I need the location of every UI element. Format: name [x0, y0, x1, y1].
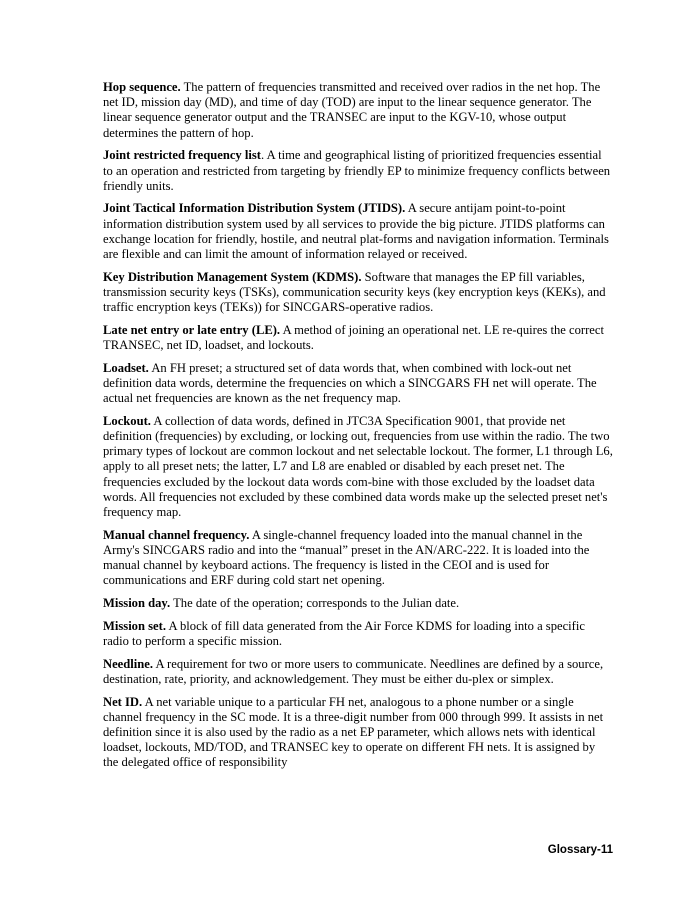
glossary-entry [103, 270, 613, 316]
glossary-definition: Software that manages the EP fill variables, transmission security keys (TSKs), communication security keys (key encryption keys (KEKs), and traffic encryption keys (TEKs)) for SINCGARS-operative radios. [103, 269, 606, 315]
glossary-entry [103, 657, 613, 687]
glossary-term: Key Distribution Management System (KDMS). [103, 269, 362, 284]
glossary-entry [103, 361, 613, 407]
glossary-term: Joint restricted frequency list [103, 148, 261, 163]
glossary-definition: A net variable unique to a particular FH net, analogous to a phone number or a single channel frequency in the SC mode. It is a three-digit number from 000 through 999. It assists in net definition since it is also used by the radio as a net EP parameter, which allows nets with identical loadset, lockouts, MD/TOD, and TRANSEC key to operate on different FH nets. It is assigned by the delegated office of responsibility [103, 694, 604, 770]
glossary-term: Needline. [103, 656, 154, 671]
glossary-term: Net ID. [103, 694, 143, 709]
glossary-entry [103, 201, 613, 262]
glossary-entry [103, 414, 613, 520]
page-number: Glossary-11 [547, 844, 613, 856]
glossary-term: Loadset. [103, 360, 149, 375]
glossary-definition: A method of joining an operational net. LE re-quires the correct TRANSEC, net ID, loadset, and lockouts. [103, 322, 604, 353]
glossary-definition: The pattern of frequencies transmitted and received over radios in the net hop. The net ID, mission day (MD), and time of day (TOD) are input to the linear sequence generator. The linear sequence generator output and the TRANSEC are input to the KGV-10, whose output determines the pattern of hop. [103, 80, 601, 140]
glossary-definition: A single-channel frequency loaded into the manual channel in the Army's SINCGARS radio and into the “manual” preset in the AN/ARC-222. It is loaded into the manual channel by keyboard actions. The frequency is listed in the CEOI and is used for communications and ERF during cold start net opening. [103, 527, 590, 588]
glossary-term: Mission day. [103, 596, 171, 611]
glossary-body [103, 80, 613, 778]
glossary-definition: A secure antijam point-to-point information distribution system used by all services to provide the big picture. JTIDS platforms can exchange location for friendly, hostile, and neutral plat-forms and navigation information. Terminals are flexible and can limit the amount of information relayed or received. [103, 201, 609, 262]
glossary-entry [103, 619, 613, 649]
glossary-term: Mission set. [103, 618, 166, 633]
glossary-entry [103, 148, 613, 194]
glossary-definition: A block of fill data generated from the Air Force KDMS for loading into a specific radio to perform a specific mission. [103, 618, 585, 648]
glossary-definition: . A time and geographical listing of prioritized frequencies essential to an operation and restricted from targeting by friendly EP to minimize frequency conflicts between friendly units. [103, 148, 611, 193]
glossary-entry [103, 596, 613, 611]
glossary-definition: A collection of data words, defined in JTC3A Specification 9001, that provide net definition (frequencies) by excluding, or locking out, frequencies from use within the radio. The two primary types of lockout are common lockout and net selectable lockout. The former, L1 through L6, apply to all preset nets; the latter, L7 and L8 are enabled or disabled by each preset net. The frequencies excluded by the lockout data words com-bine with those excluded by the loadset data words. All frequencies not excluded by these combined data words make up the selected preset net's frequency map. [103, 413, 613, 520]
glossary-term: Late net entry or late entry (LE). [103, 322, 281, 337]
glossary-entry [103, 323, 613, 353]
glossary-entry [103, 80, 613, 141]
glossary-term: Joint Tactical Information Distribution System (JTIDS). [103, 201, 406, 216]
glossary-entry [103, 528, 613, 589]
glossary-definition: An FH preset; a structured set of data words that, when combined with lock-out net definition data words, determine the frequencies on which a SINCGARS FH net will operate. The actual net frequencies are known as the net frequency map. [103, 360, 597, 406]
glossary-definition: A requirement for two or more users to communicate. Needlines are defined by a source, destination, rate, priority, and acknowledgement. They must be either du-plex or simplex. [103, 656, 604, 686]
glossary-term: Lockout. [103, 413, 151, 428]
glossary-definition: The date of the operation; corresponds to the Julian date. [173, 596, 460, 611]
glossary-term: Hop sequence. [103, 80, 181, 94]
glossary-term: Manual channel frequency. [103, 527, 250, 542]
glossary-entry [103, 695, 613, 771]
